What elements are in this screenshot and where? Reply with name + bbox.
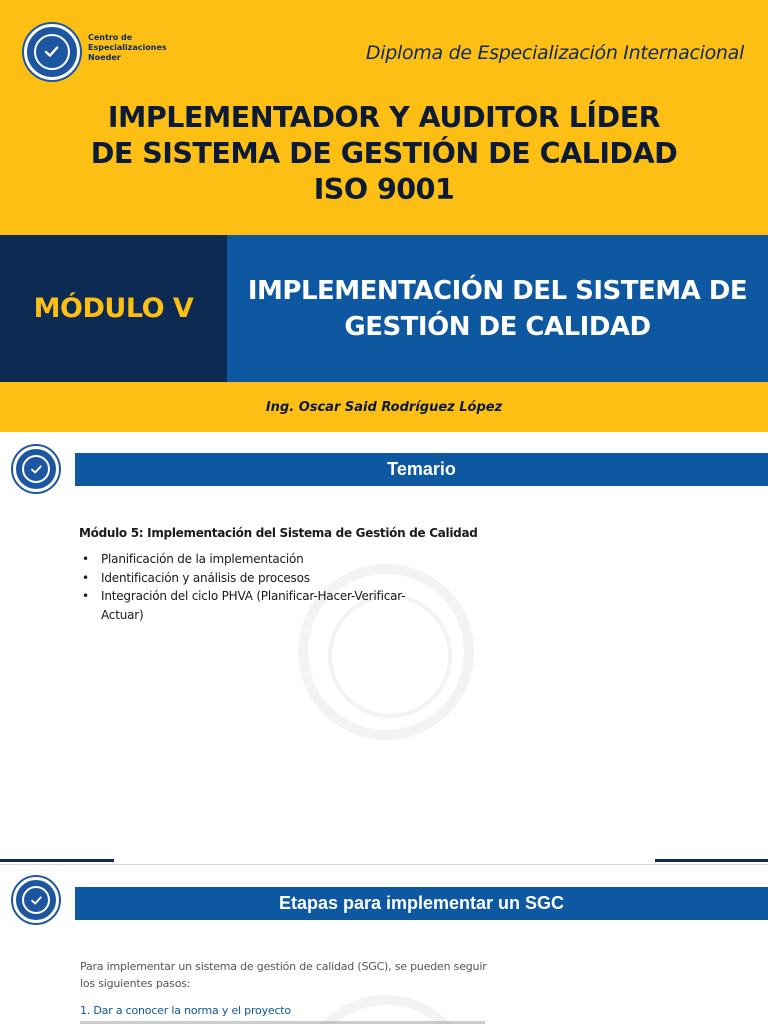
intro-paragraph: Para implementar un sistema de gestión de calidad (SGC), se pueden seguir los siguientes pasos: [80,960,487,990]
brand-line: Centro de [88,33,133,42]
temario-heading: Módulo 5: Implementación del Sistema de Gestión de Calidad [79,526,478,540]
module-band [0,235,768,382]
author-name: Ing. Oscar Said Rodríguez López [265,400,503,415]
module-title [248,273,747,345]
slide-header: Etapas para implementar un SGC [75,887,768,920]
list-item: • Identificación y análisis de procesos [80,569,440,588]
list-item: • Integración del ciclo PHVA (Planificar-Hacer-Verificar-Actuar) [80,587,440,624]
etapas-slide [0,864,768,1024]
course-title-line: IMPLEMENTADOR Y AUDITOR LÍDER [107,101,661,134]
list-item: • Planificación de la implementación [80,550,440,569]
module-title-panel [227,235,768,382]
temario-list [80,550,440,624]
temario-slide [0,432,768,864]
course-title [0,100,768,208]
diploma-label: Diploma de Especialización Internacional [365,42,744,64]
module-label: MÓDULO V [33,293,194,324]
step-title: 1. Dar a conocer la norma y el proyecto [80,1004,291,1017]
footer-line [0,859,114,862]
logo-seal-icon [24,24,80,80]
module-label-panel [0,235,227,382]
logo-seal-icon [13,446,59,492]
brand-name [88,33,167,63]
brand-line: Noeder [88,53,121,62]
brand-line: Especializaciones [88,43,167,52]
watermark-seal-icon [298,995,474,1024]
footer-line [655,859,768,862]
course-title-line: DE SISTEMA DE GESTIÓN DE CALIDAD [90,137,678,170]
slide-header: Temario [75,453,768,486]
module-title-line: IMPLEMENTACIÓN DEL SISTEMA DE [247,275,748,306]
logo-seal-icon [13,877,59,923]
course-title-line: ISO 9001 [313,173,455,206]
module-title-line: GESTIÓN DE CALIDAD [344,311,651,342]
cover-slide [0,0,768,432]
